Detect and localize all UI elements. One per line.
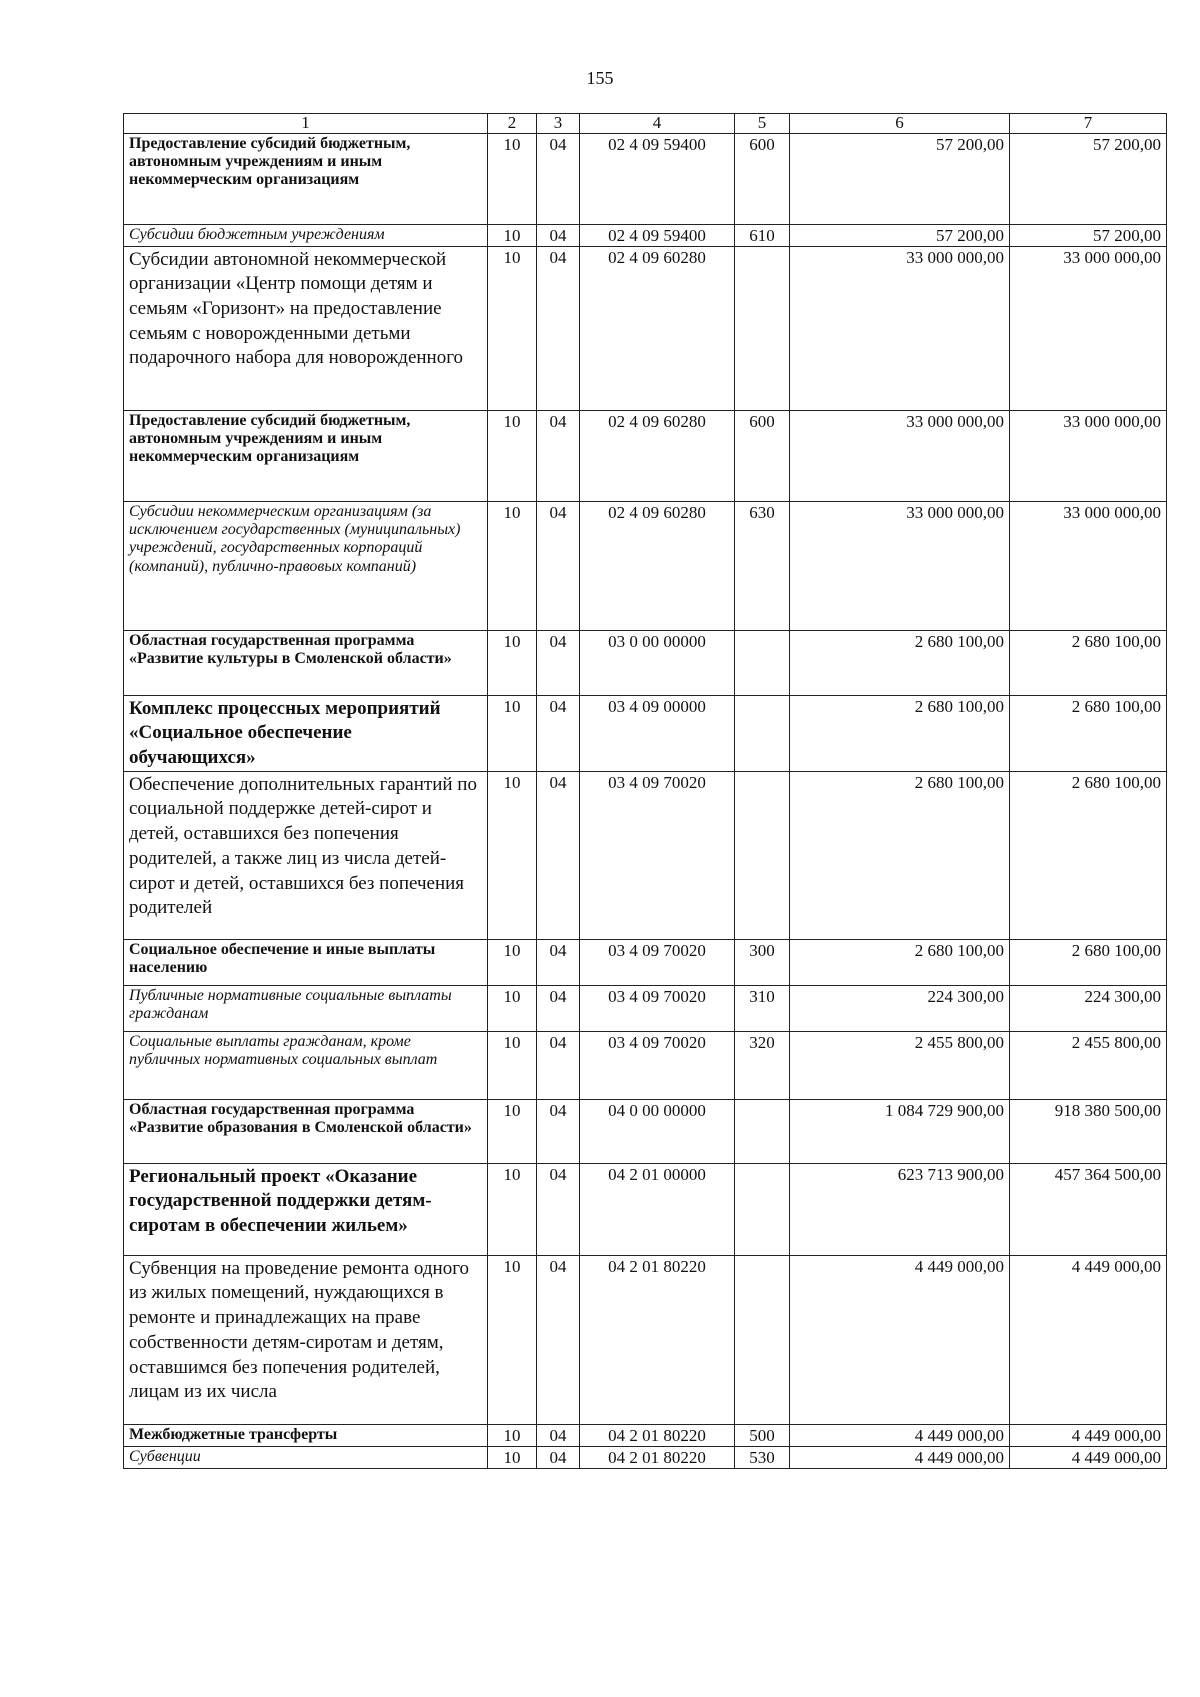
table-row [124,1163,1167,1255]
section-cell: 10 [488,939,537,985]
expense-type-cell: 320 [735,1031,790,1099]
subsection-cell: 04 [537,501,580,630]
section-cell: 10 [488,1163,537,1255]
subsection-cell: 04 [537,410,580,501]
target-article-cell: 02 4 09 60280 [580,410,735,501]
row-name-cell: Межбюджетные трансферты [124,1424,488,1446]
amount-year1-cell: 2 680 100,00 [790,771,1010,939]
table-header-row [124,114,1167,134]
amount-year2-cell: 4 449 000,00 [1010,1424,1167,1446]
section-cell: 10 [488,224,537,246]
subsection-cell: 04 [537,985,580,1031]
section-cell: 10 [488,1446,537,1468]
amount-year2-cell: 33 000 000,00 [1010,246,1167,410]
subsection-cell: 04 [537,1163,580,1255]
row-name-cell: Публичные нормативные социальные выплаты гражданам [124,985,488,1031]
table-row [124,133,1167,224]
amount-year1-cell: 57 200,00 [790,133,1010,224]
section-cell: 10 [488,1255,537,1424]
column-header: 4 [580,114,735,134]
budget-table [123,113,1167,1469]
amount-year2-cell: 2 455 800,00 [1010,1031,1167,1099]
subsection-cell: 04 [537,771,580,939]
section-cell: 10 [488,695,537,771]
row-name-cell: Социальные выплаты гражданам, кроме публичных нормативных социальных выплат [124,1031,488,1099]
target-article-cell: 03 0 00 00000 [580,630,735,695]
section-cell: 10 [488,1424,537,1446]
section-cell: 10 [488,133,537,224]
amount-year1-cell: 4 449 000,00 [790,1446,1010,1468]
row-name-cell: Областная государственная программа «Развитие культуры в Смоленской области» [124,630,488,695]
amount-year2-cell: 33 000 000,00 [1010,501,1167,630]
target-article-cell: 02 4 09 60280 [580,501,735,630]
target-article-cell: 02 4 09 59400 [580,133,735,224]
target-article-cell: 04 0 00 00000 [580,1099,735,1163]
row-name-cell: Субвенция на проведение ремонта одного из жилых помещений, нуждающихся в ремонте и принадлежащих на праве собственности детям-сиротам и детям, оставшимся без попечения родителей, лицам из их числа [124,1255,488,1424]
amount-year2-cell: 57 200,00 [1010,133,1167,224]
row-name-cell: Субсидии автономной некоммерческой организации «Центр помощи детям и семьям «Горизонт» на предоставление семьям с новорожденными детьми подарочного набора для новорожденного [124,246,488,410]
row-name-cell: Социальное обеспечение и иные выплаты населению [124,939,488,985]
amount-year2-cell: 2 680 100,00 [1010,771,1167,939]
amount-year1-cell: 4 449 000,00 [790,1255,1010,1424]
expense-type-cell [735,630,790,695]
amount-year2-cell: 2 680 100,00 [1010,695,1167,771]
amount-year1-cell: 224 300,00 [790,985,1010,1031]
row-name-cell: Субсидии некоммерческим организациям (за исключением государственных (муниципальных) учреждений, государственных корпораций (компаний), публично-правовых компаний) [124,501,488,630]
amount-year1-cell: 57 200,00 [790,224,1010,246]
table-row [124,1424,1167,1446]
subsection-cell: 04 [537,246,580,410]
target-article-cell: 03 4 09 00000 [580,695,735,771]
target-article-cell: 03 4 09 70020 [580,1031,735,1099]
page-number: 155 [586,68,614,88]
expense-type-cell: 630 [735,501,790,630]
table-row [124,1031,1167,1099]
expense-type-cell [735,246,790,410]
expense-type-cell: 530 [735,1446,790,1468]
target-article-cell: 04 2 01 80220 [580,1446,735,1468]
row-name-cell: Областная государственная программа «Развитие образования в Смоленской области» [124,1099,488,1163]
subsection-cell: 04 [537,1255,580,1424]
amount-year2-cell: 224 300,00 [1010,985,1167,1031]
subsection-cell: 04 [537,695,580,771]
section-cell: 10 [488,771,537,939]
row-name-cell: Субвенции [124,1446,488,1468]
expense-type-cell: 310 [735,985,790,1031]
expense-type-cell [735,695,790,771]
expense-type-cell: 600 [735,410,790,501]
subsection-cell: 04 [537,939,580,985]
target-article-cell: 02 4 09 60280 [580,246,735,410]
row-name-cell: Обеспечение дополнительных гарантий по социальной поддержке детей-сирот и детей, оставшихся без попечения родителей, а также лиц из числа детей-сирот и детей, оставшихся без попечения родителей [124,771,488,939]
column-header: 7 [1010,114,1167,134]
subsection-cell: 04 [537,1446,580,1468]
amount-year1-cell: 33 000 000,00 [790,501,1010,630]
table-row [124,630,1167,695]
amount-year2-cell: 4 449 000,00 [1010,1446,1167,1468]
subsection-cell: 04 [537,1424,580,1446]
amount-year2-cell: 4 449 000,00 [1010,1255,1167,1424]
table-body [124,114,1167,1469]
amount-year1-cell: 4 449 000,00 [790,1424,1010,1446]
expense-type-cell: 600 [735,133,790,224]
section-cell: 10 [488,501,537,630]
target-article-cell: 03 4 09 70020 [580,939,735,985]
table-row [124,1446,1167,1468]
expense-type-cell: 500 [735,1424,790,1446]
row-name-cell: Предоставление субсидий бюджетным, автономным учреждениям и иным некоммерческим организациям [124,410,488,501]
column-header: 5 [735,114,790,134]
section-cell: 10 [488,410,537,501]
target-article-cell: 04 2 01 00000 [580,1163,735,1255]
expense-type-cell [735,1099,790,1163]
row-name-cell: Комплекс процессных мероприятий «Социальное обеспечение обучающихся» [124,695,488,771]
target-article-cell: 03 4 09 70020 [580,771,735,939]
amount-year1-cell: 2 680 100,00 [790,630,1010,695]
table-row [124,1099,1167,1163]
table-row [124,939,1167,985]
table-row [124,1255,1167,1424]
table-row [124,771,1167,939]
column-header: 1 [124,114,488,134]
amount-year1-cell: 2 455 800,00 [790,1031,1010,1099]
subsection-cell: 04 [537,1099,580,1163]
column-header: 6 [790,114,1010,134]
amount-year1-cell: 2 680 100,00 [790,939,1010,985]
expense-type-cell [735,1163,790,1255]
amount-year2-cell: 918 380 500,00 [1010,1099,1167,1163]
amount-year2-cell: 33 000 000,00 [1010,410,1167,501]
expense-type-cell: 300 [735,939,790,985]
amount-year1-cell: 623 713 900,00 [790,1163,1010,1255]
table-row [124,246,1167,410]
section-cell: 10 [488,246,537,410]
target-article-cell: 04 2 01 80220 [580,1424,735,1446]
section-cell: 10 [488,985,537,1031]
amount-year1-cell: 2 680 100,00 [790,695,1010,771]
row-name-cell: Субсидии бюджетным учреждениям [124,224,488,246]
section-cell: 10 [488,1099,537,1163]
target-article-cell: 02 4 09 59400 [580,224,735,246]
table-row [124,695,1167,771]
expense-type-cell: 610 [735,224,790,246]
amount-year1-cell: 33 000 000,00 [790,246,1010,410]
amount-year1-cell: 33 000 000,00 [790,410,1010,501]
amount-year2-cell: 2 680 100,00 [1010,939,1167,985]
subsection-cell: 04 [537,133,580,224]
row-name-cell: Региональный проект «Оказание государственной поддержки детям-сиротам в обеспечении жильем» [124,1163,488,1255]
table-row [124,224,1167,246]
expense-type-cell [735,771,790,939]
expense-type-cell [735,1255,790,1424]
subsection-cell: 04 [537,1031,580,1099]
subsection-cell: 04 [537,224,580,246]
row-name-cell: Предоставление субсидий бюджетным, автономным учреждениям и иным некоммерческим организациям [124,133,488,224]
section-cell: 10 [488,630,537,695]
amount-year2-cell: 457 364 500,00 [1010,1163,1167,1255]
target-article-cell: 04 2 01 80220 [580,1255,735,1424]
table-row [124,410,1167,501]
table-row [124,501,1167,630]
subsection-cell: 04 [537,630,580,695]
amount-year1-cell: 1 084 729 900,00 [790,1099,1010,1163]
column-header: 2 [488,114,537,134]
column-header: 3 [537,114,580,134]
section-cell: 10 [488,1031,537,1099]
target-article-cell: 03 4 09 70020 [580,985,735,1031]
table-row [124,985,1167,1031]
amount-year2-cell: 57 200,00 [1010,224,1167,246]
amount-year2-cell: 2 680 100,00 [1010,630,1167,695]
